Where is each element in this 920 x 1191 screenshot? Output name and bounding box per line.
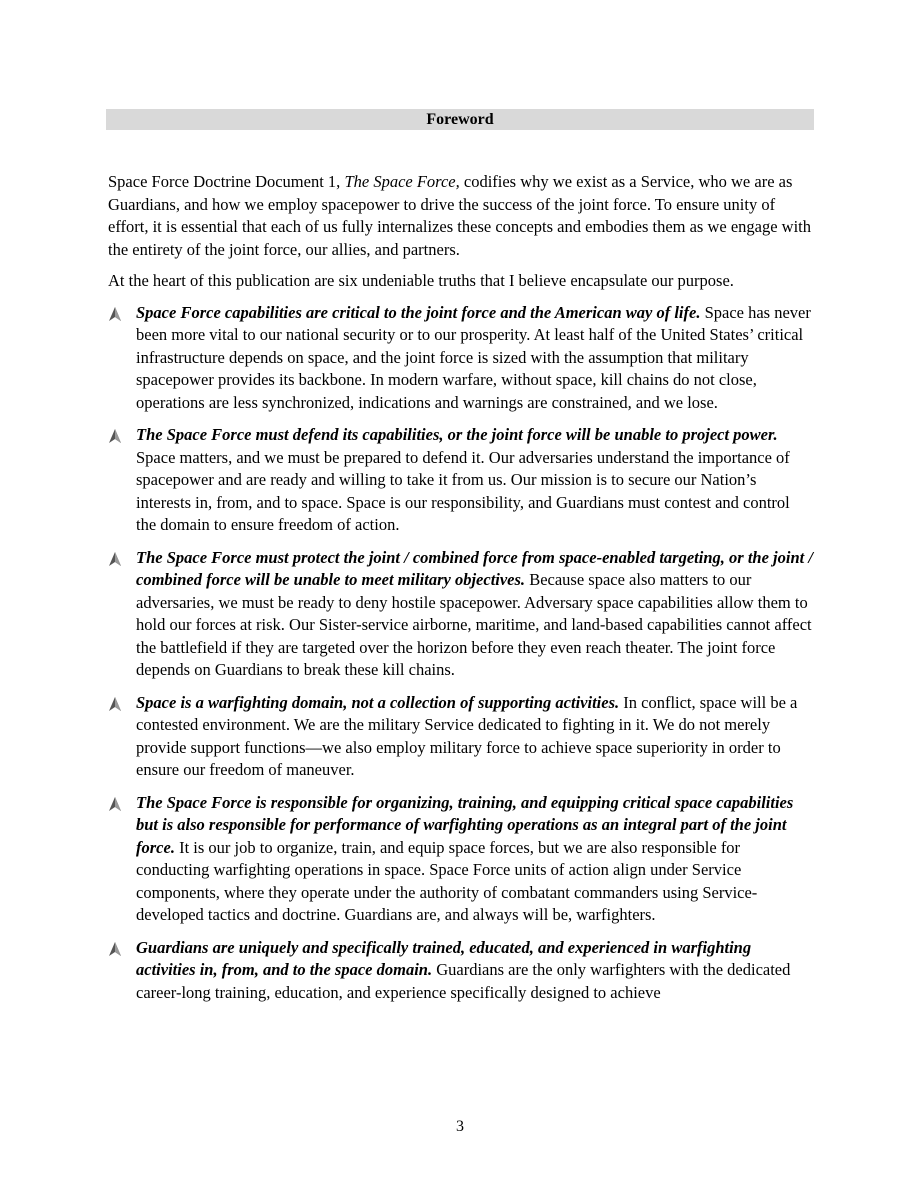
truth-body: It is our job to organize, train, and equip space forces, but we are also responsible for conducting warfighting operations in space. Space Force units of action align under Service components, where they operate under the authority of combatant commanders using Service-developed tactics and doctrine. Guardians are, and always will be, warfighters. [136,837,758,924]
page-number: 3 [456,1118,464,1135]
lead-in-paragraph: At the heart of this publication are six undeniable truths that I believe encapsulate our purpose. [108,271,734,290]
truth-body: Space matters, and we must be prepared to defend it. Our adversaries understand the importance of spacepower and are ready and willing to take it from us. Our mission is to secure our Nation’s interests in, from, and to space. Space is our responsibility, and Guardians must contest and control the domain to ensure freedom of action. [136,447,790,534]
truth-body: Guardians are the only warfighters with the dedicated career-long training, education, and experience specifically designed to achieve [136,960,791,1002]
delta-arrow-icon [109,942,121,956]
delta-arrow-icon [109,429,121,443]
truth-lead: The Space Force must protect the joint / combined force from space-enabled targeting, or the joint / combined force will be unable to meet military objectives. [136,547,813,589]
truth-lead: The Space Force is responsible for organizing, training, and equipping critical space capabilities but is also responsible for performance of warfighting operations as an integral part of the joint force. [136,792,794,857]
truth-item [108,424,814,537]
delta-arrow-icon [109,697,121,711]
truth-lead: The Space Force must defend its capabilities, or the joint force will be unable to project power. [136,425,778,444]
truth-item [108,547,814,682]
intro-text: Space Force Doctrine Document 1, [108,172,345,191]
truth-item [108,792,814,927]
truth-body: Because space also matters to our adversaries, we must be ready to deny hostile spacepower. Adversary space capabilities allow them to hold our forces at risk. Our Sister-service airborne, maritime, and land-based capabilities cannot affect the battlefield if they are targeted over the horizon before they even reach theater. The joint force depends on Guardians to break these kill chains. [136,570,812,679]
truth-lead: Guardians are uniquely and specifically trained, educated, and experienced in warfighting activities in, from, and to the space domain. [136,937,752,979]
truth-item [108,692,814,782]
intro-paragraph [108,171,814,261]
truth-body: In conflict, space will be a contested environment. We are the military Service dedicated to fighting in it. We do not merely provide support functions—we also employ military force to achieve space superiority in order to ensure our freedom of maneuver. [136,692,798,779]
document-title: The Space Force, [344,172,460,191]
truth-lead: Space Force capabilities are critical to the joint force and the American way of life. [136,302,701,322]
truth-body: Space has never been more vital to our national security or to our prosperity. At least half of the United States’ critical infrastructure depends on space, and the joint force is sized with the assumption that military spacepower provides its backbone. In modern warfare, without space, kill chains do not close, operations are less synchronized, indications and warnings are constrained, and we lose. [136,302,811,412]
delta-arrow-icon [109,307,121,321]
document-body [108,171,814,1014]
truth-item [108,937,814,1005]
foreword-heading: Foreword [106,109,814,130]
truth-lead: Space is a warfighting domain, not a collection of supporting activities. [136,692,620,712]
delta-arrow-icon [109,797,121,811]
delta-arrow-icon [109,552,121,566]
intro-text-continued: codifies why we exist as a Service, who we are as Guardians, and how we employ spacepower to drive the success of the joint force. To ensure unity of effort, it is essential that each of us fully internalizes these concepts and embodies them as we engage with the entirety of the joint force, our allies, and partners. [108,172,812,259]
truth-item [108,302,814,415]
